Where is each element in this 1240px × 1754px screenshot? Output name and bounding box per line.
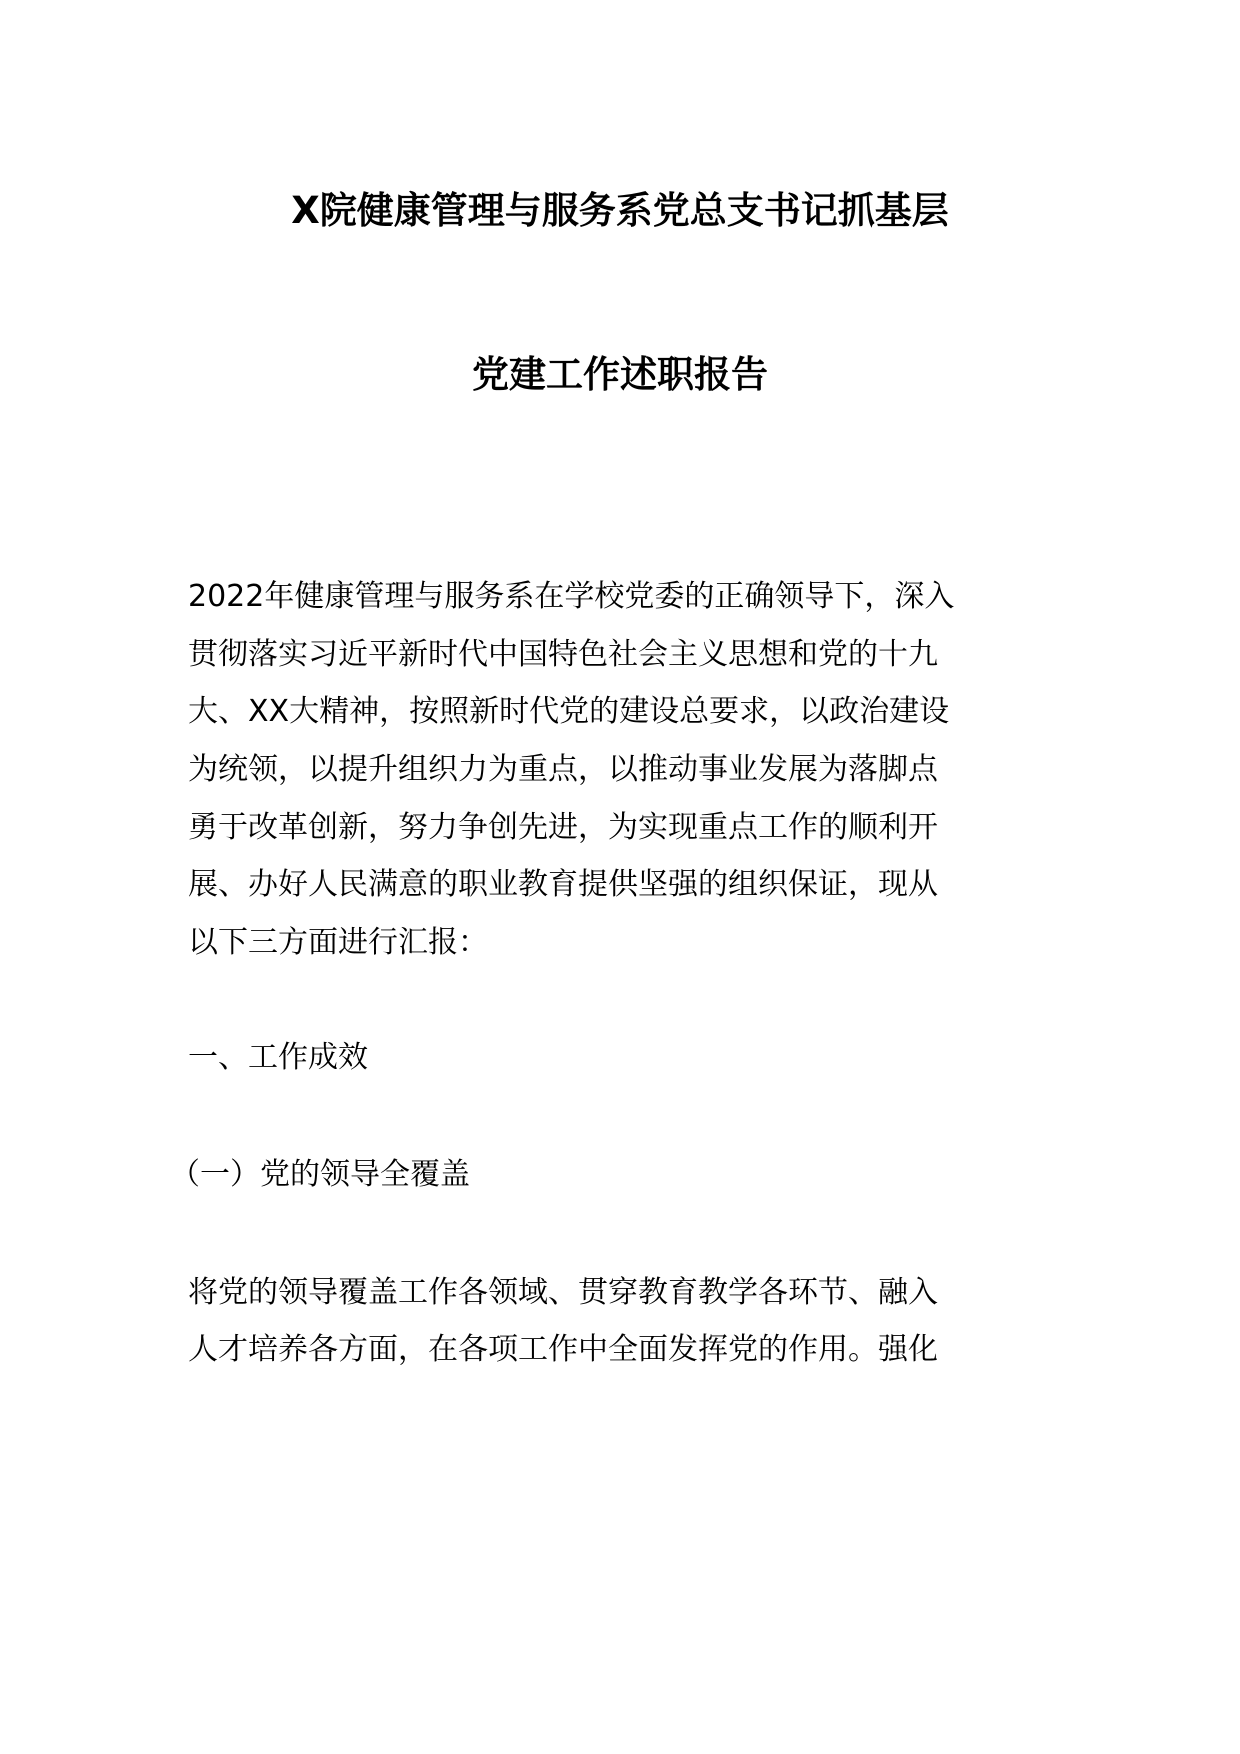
- paragraph-line: 将党的领导覆盖工作各领域、贯穿教育教学各环节、融入: [188, 1275, 938, 1310]
- paragraph-line: 以下三方面进行汇报：: [188, 925, 488, 960]
- document-title-line-1: X院健康管理与服务系党总支书记抓基层: [291, 189, 949, 232]
- paragraph-line: 勇于改革创新，努力争创先进，为实现重点工作的顺利开: [188, 810, 938, 845]
- paragraph-line: 大、XX大精神，按照新时代党的建设总要求，以政治建设: [188, 694, 950, 729]
- paragraph-line: 人才培养各方面，在各项工作中全面发挥党的作用。强化: [188, 1332, 938, 1367]
- subsection-heading: （一）党的领导全覆盖: [170, 1157, 470, 1192]
- paragraph-line: 展、办好人民满意的职业教育提供坚强的组织保证，现从: [188, 867, 938, 902]
- paragraph-line: 为统领，以提升组织力为重点，以推动事业发展为落脚点: [188, 752, 938, 787]
- document-title-line-2: 党建工作述职报告: [472, 353, 768, 396]
- paragraph-line: 2022年健康管理与服务系在学校党委的正确领导下，深入: [188, 579, 955, 614]
- section-heading: 一、工作成效: [188, 1040, 368, 1075]
- paragraph-line: 贯彻落实习近平新时代中国特色社会主义思想和党的十九: [188, 637, 938, 672]
